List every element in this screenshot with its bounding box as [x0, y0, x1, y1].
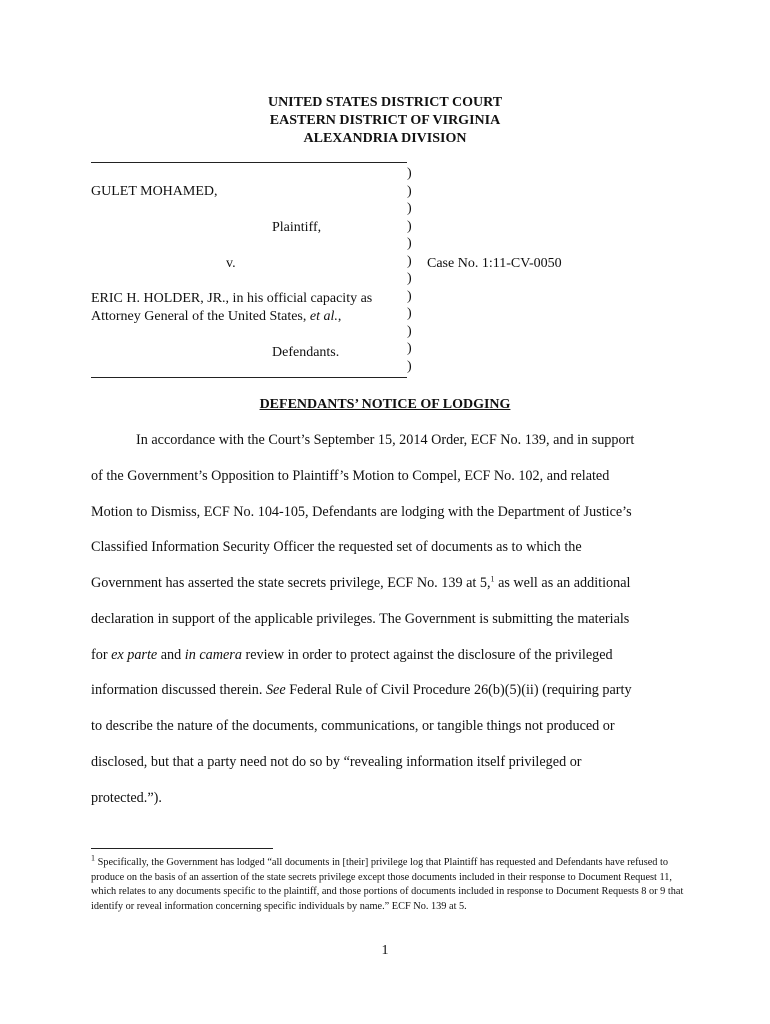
caption-bottom-rule [91, 377, 407, 378]
body-line: information discussed therein. See Federal Rule of Civil Procedure 26(b)(5)(ii) (requiring party [91, 682, 632, 698]
body-line: for ex parte and in camera review in order to protect against the disclosure of the privileged [91, 647, 613, 663]
page-number: 1 [381, 943, 389, 958]
body-line: Government has asserted the state secrets privilege, ECF No. 139 at 5,$^1$ as well as an additional [91, 574, 631, 591]
court-name: UNITED STATES DISTRICT COURT [267, 95, 503, 110]
court-division: ALEXANDRIA DIVISION [303, 131, 467, 146]
footnote [91, 853, 691, 914]
plaintiff-role: Plaintiff, [272, 220, 322, 235]
versus: v. [226, 256, 236, 271]
defendant-role: Defendants. [272, 345, 340, 360]
body-line: Classified Information Security Officer the requested set of documents as to which the [91, 539, 582, 555]
footnote-separator [91, 848, 273, 849]
plaintiff-name: GULET MOHAMED, [91, 184, 218, 199]
defendant-line-1: ERIC H. HOLDER, JR., in his official capacity as [91, 291, 373, 306]
body-line: declaration in support of the applicable privileges. The Government is submitting the materials [91, 611, 630, 627]
body-line: disclosed, but that a party need not do so by “revealing information itself privileged or [91, 754, 582, 770]
footnote-reference: 1 [490, 574, 495, 584]
document-title: DEFENDANTS’ NOTICE OF LODGING [259, 397, 511, 412]
body-line: of the Government’s Opposition to Plaintiff’s Motion to Compel, ECF No. 102, and related [91, 468, 610, 484]
footnote-text: Specifically, the Government has lodged “all documents in [their] privilege log that Plaintiff has requested and Defendants have refused to produce on the basis of an assertion of the state secrets privilege except those documents included in their response to Document Request 11, which relates to any documents specific to the plaintiff, and those portions of documents included in response to Document Requests 8 or 9 that identify or reveal information concerning specific individuals by name.” ECF No. 139 at 5. [91, 857, 684, 912]
court-district: EASTERN DISTRICT OF VIRGINIA [269, 113, 501, 128]
body-line: Motion to Dismiss, ECF No. 104-105, Defendants are lodging with the Department of Justice’s [91, 504, 632, 520]
caption-parentheses: ) ) ) ) ) ) ) ) ) ) ) ) [407, 166, 412, 374]
defendant-line-2: Attorney General of the United States, et al., [91, 309, 342, 324]
body-line: In accordance with the Court’s September 15, 2014 Order, ECF No. 139, and in support [136, 432, 635, 448]
case-number: Case No. 1:11-CV-0050 [427, 256, 562, 271]
caption-top-rule [91, 162, 407, 163]
body-line: protected.”). [91, 790, 162, 806]
court-header [0, 94, 770, 148]
body-line: to describe the nature of the documents, communications, or tangible things not produced or [91, 718, 615, 734]
footnote-number: 1 [91, 853, 95, 863]
